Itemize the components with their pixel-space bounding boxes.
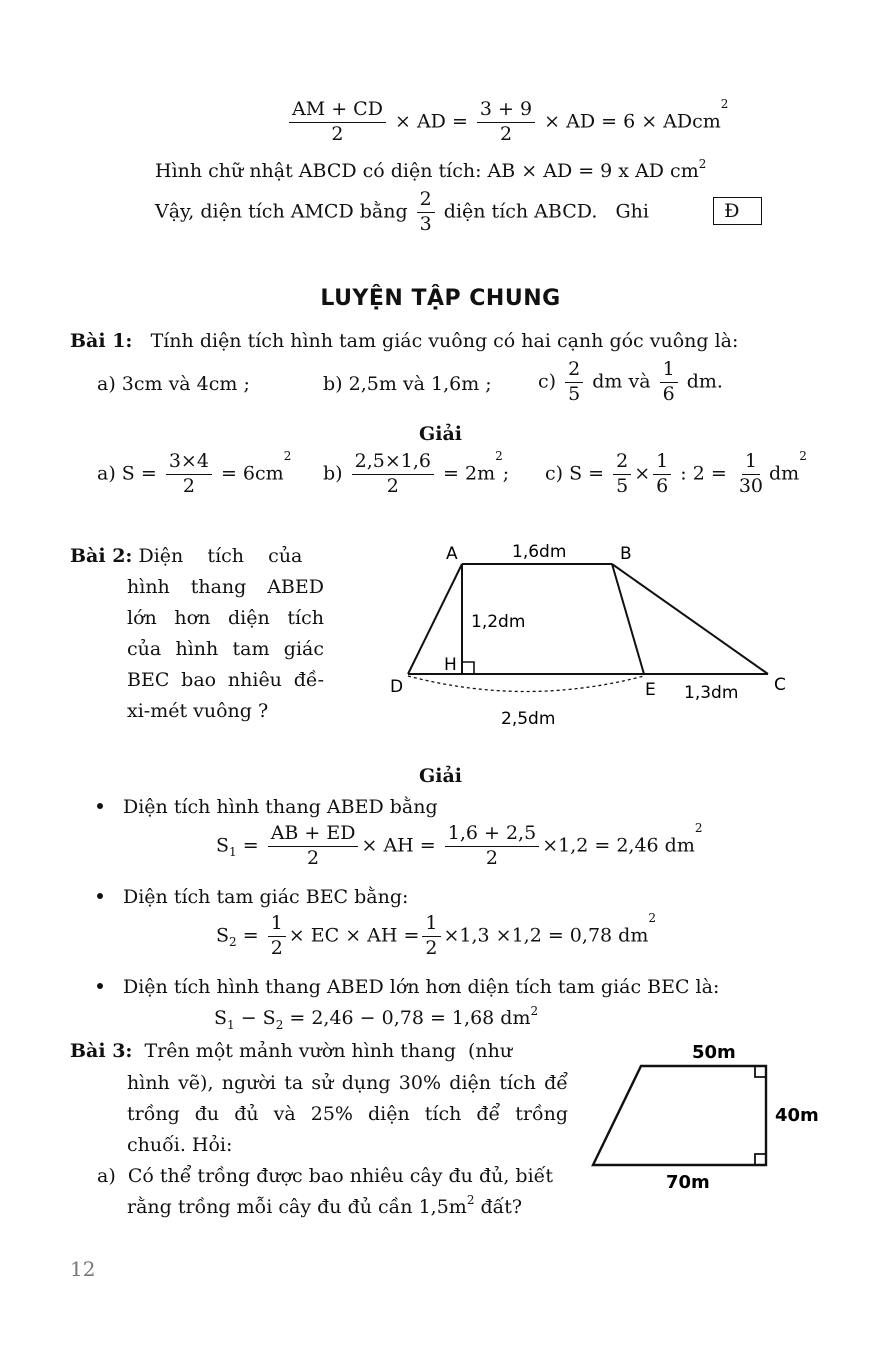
label-bottom-70m: 70m bbox=[666, 1172, 710, 1193]
label-ec-length: 1,3dm bbox=[684, 683, 739, 703]
fraction: $\frac{3\times 4}{2}$ bbox=[166, 452, 212, 497]
bai1-solution-c: c) S = $\frac{2}{5}$ × $\frac{1}{6}$ : 2 = $\frac{1}{30}$ $dm^2$ bbox=[545, 449, 807, 497]
bullet-icon bbox=[97, 893, 103, 899]
bai2-question-line1: Bài 2: Diện tích của bbox=[70, 545, 303, 567]
bai1-giai-heading: Giải bbox=[419, 423, 462, 445]
right-angle-mark-bottom bbox=[755, 1154, 766, 1165]
top-line-3: Vậy, diện tích AMCD bằng $\frac{2}{3}$ diện tích ABCD. Ghi Đ bbox=[155, 190, 762, 235]
label-a: A bbox=[446, 544, 458, 564]
bai3-question-a-line1: a) Có thể trồng được bao nhiêu cây đu đủ, biết bbox=[97, 1165, 553, 1187]
fraction: $\frac{AB + ED}{2}$ bbox=[268, 824, 359, 869]
bai2-bullet-1: Diện tích hình thang ABED bằng bbox=[97, 796, 438, 818]
bai2-s1-equation: $S_1$ = $\frac{AB + ED}{2}$ × AH = $\frac{1,6 + 2,5}{2}$ ×1,2 = 2,46 $dm^2$ bbox=[216, 821, 703, 869]
label-top-50m: 50m bbox=[692, 1042, 736, 1063]
label-e: E bbox=[645, 680, 656, 700]
bai1-solution-a: a) S = $\frac{3\times 4}{2}$ = $6cm^2$ bbox=[97, 449, 292, 497]
fraction: $\frac{1}{6}$ bbox=[653, 452, 671, 497]
page-number: 12 bbox=[70, 1257, 96, 1281]
top-equation-1: $\frac{AM + CD}{2}$ × AD = $\frac{3 + 9}{2}$ × AD = 6 × ADcm$^2$ bbox=[286, 100, 728, 145]
bai3-line-1: Bài 3: Trên một mảnh vườn hình thang (như bbox=[70, 1040, 513, 1062]
label-d: D bbox=[390, 677, 404, 697]
bullet-icon bbox=[97, 803, 103, 809]
de-brace bbox=[408, 676, 644, 692]
fraction: $\frac{1}{2}$ bbox=[422, 914, 440, 959]
fraction: $\frac{1}{2}$ bbox=[268, 914, 286, 959]
fraction: $\frac{2}{5}$ bbox=[613, 452, 631, 497]
right-angle-mark-top bbox=[755, 1066, 766, 1077]
bai2-question-body: hình thang ABED lớn hơn diện tích của hình tam giác BEC bao nhiêu đề- xi-mét vuông ? bbox=[127, 576, 324, 722]
label-h: H bbox=[444, 655, 457, 675]
fraction: $\frac{2}{3}$ bbox=[417, 190, 435, 235]
bullet-icon bbox=[97, 983, 103, 989]
bai1-option-c: c) $\frac{2}{5}$ dm và $\frac{1}{6}$ dm. bbox=[538, 358, 723, 405]
bai2-giai-heading: Giải bbox=[419, 765, 462, 787]
fraction: $\frac{2}{5}$ bbox=[565, 360, 583, 405]
trapezoid-abed-figure bbox=[380, 535, 800, 735]
fraction: $\frac{1,6 + 2,5}{2}$ bbox=[445, 824, 539, 869]
trapezoid-garden-figure bbox=[580, 1035, 825, 1200]
label-b: B bbox=[620, 544, 632, 564]
edge-be bbox=[612, 564, 644, 674]
bai2-bullet-2: Diện tích tam giác BEC bằng: bbox=[97, 886, 408, 908]
label-de-length: 2,5dm bbox=[501, 709, 556, 729]
top-line-2: Hình chữ nhật ABCD có diện tích: AB × AD = 9 x AD $cm^2$ bbox=[155, 157, 707, 182]
label-top-length: 1,6dm bbox=[512, 542, 567, 562]
section-heading: LUYỆN TẬP CHUNG bbox=[320, 286, 561, 311]
answer-box: Đ bbox=[713, 197, 762, 225]
garden-trapezoid bbox=[593, 1066, 766, 1165]
bai2-bullet-3: Diện tích hình thang ABED lớn hơn diện tích tam giác BEC là: bbox=[97, 976, 719, 998]
fraction: $\frac{1}{6}$ bbox=[660, 360, 678, 405]
label-c: C bbox=[774, 675, 786, 695]
edge-bc bbox=[612, 564, 768, 674]
bai1-solution-b: b) $\frac{2,5\times 1,6}{2}$ = $2m^2$; bbox=[323, 449, 510, 497]
bai3-question-a-line2: rằng trồng mỗi cây đu đủ cần $1,5m^2$ đất? bbox=[127, 1193, 523, 1218]
fraction: $\frac{1}{30}$ bbox=[738, 450, 764, 497]
bai1-question: Bài 1: Tính diện tích hình tam giác vuông có hai cạnh góc vuông là: bbox=[70, 330, 739, 352]
bai1-option-a: a) 3cm và 4cm ; bbox=[97, 373, 250, 395]
bai3-body: hình vẽ), người ta sử dụng 30% diện tích để trồng đu đủ và 25% diện tích để trồng chuối. Hỏi: bbox=[127, 1072, 568, 1156]
bai1-option-b: b) 2,5m và 1,6m ; bbox=[323, 373, 492, 395]
fraction: $\frac{AM + CD}{2}$ bbox=[289, 100, 386, 145]
bai2-s2-equation: $S_2$ = $\frac{1}{2}$ × EC × AH = $\frac{1}{2}$ ×1,3 ×1,2 = 0,78 $dm^2$ bbox=[216, 911, 656, 959]
bai2-s3-equation: $S_1 - S_2 = 2,46 - 0,78 = 1,68$ $dm^2$ bbox=[214, 1004, 539, 1032]
label-height-40m: 40m bbox=[775, 1105, 819, 1126]
right-angle-mark bbox=[462, 662, 474, 674]
fraction: $\frac{2,5\times 1,6}{2}$ bbox=[352, 452, 434, 497]
fraction: $\frac{3 + 9}{2}$ bbox=[477, 100, 535, 145]
label-height: 1,2dm bbox=[471, 612, 526, 632]
